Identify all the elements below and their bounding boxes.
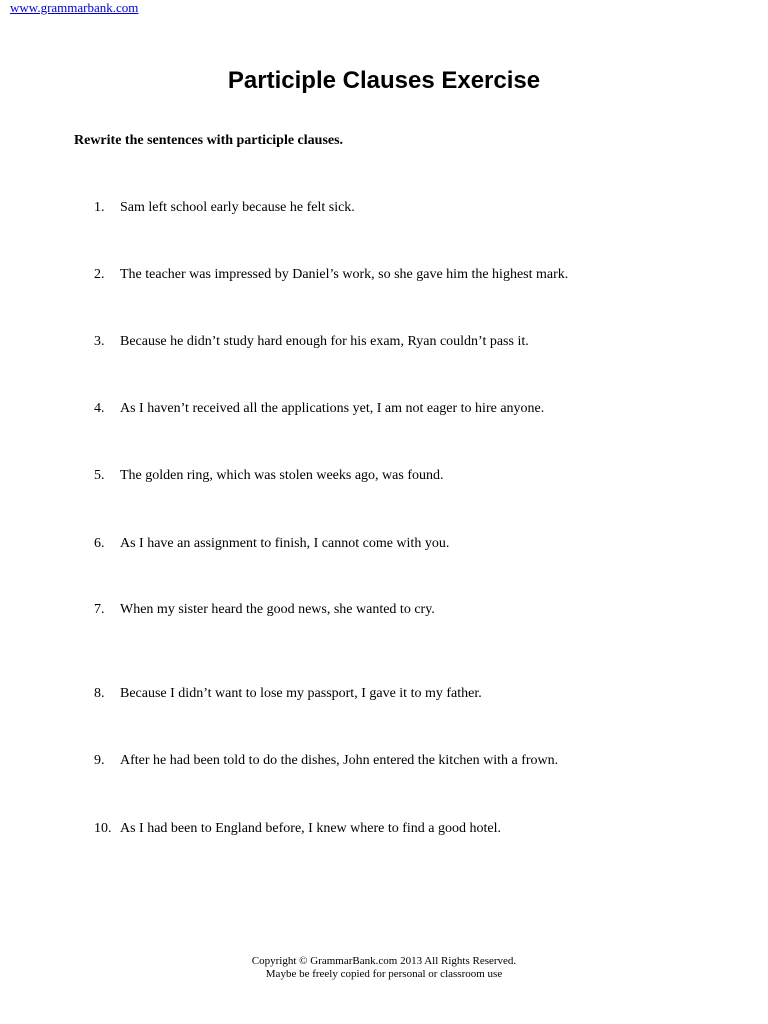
exercise-item-6 — [94, 535, 449, 553]
exercise-item-3 — [94, 333, 529, 351]
footer — [0, 955, 768, 981]
page-title: Participle Clauses Exercise — [227, 67, 541, 94]
item-number: 1. — [94, 200, 105, 215]
exercise-item-2 — [94, 266, 568, 284]
item-number: 10. — [94, 821, 112, 836]
item-number: 8. — [94, 686, 105, 701]
exercise-item-10 — [94, 820, 501, 838]
item-number: 2. — [94, 267, 105, 282]
exercise-item-4 — [94, 400, 544, 418]
item-number: 7. — [94, 602, 105, 617]
item-text: Because he didn’t study hard enough for his exam, Ryan couldn’t pass it. — [120, 334, 529, 349]
exercise-item-1 — [94, 199, 355, 217]
item-number: 3. — [94, 334, 105, 349]
item-text: Because I didn’t want to lose my passport, I gave it to my father. — [120, 686, 482, 701]
item-text: Sam left school early because he felt sick. — [120, 200, 355, 215]
item-number: 9. — [94, 753, 105, 768]
item-text: As I had been to England before, I knew where to find a good hotel. — [120, 821, 501, 836]
item-text: The golden ring, which was stolen weeks ago, was found. — [120, 468, 444, 483]
item-text: As I haven’t received all the applications yet, I am not eager to hire anyone. — [120, 401, 545, 416]
item-text: As I have an assignment to finish, I cannot come with you. — [120, 536, 450, 551]
item-text: When my sister heard the good news, she wanted to cry. — [120, 602, 435, 617]
item-number: 5. — [94, 468, 105, 483]
exercise-item-8 — [94, 685, 482, 703]
item-text: After he had been told to do the dishes, John entered the kitchen with a frown. — [120, 753, 559, 768]
item-number: 6. — [94, 536, 105, 551]
site-link[interactable]: www.grammarbank.com — [10, 0, 139, 15]
item-number: 4. — [94, 401, 105, 416]
copyright-text: Copyright © GrammarBank.com 2013 All Rights Reserved. — [251, 955, 517, 967]
instruction-text: Rewrite the sentences with participle clauses. — [74, 133, 344, 148]
exercise-item-9 — [94, 752, 558, 770]
exercise-item-5 — [94, 467, 443, 485]
exercise-item-7 — [94, 601, 435, 619]
usage-text: Maybe be freely copied for personal or classroom use — [265, 968, 503, 980]
item-text: The teacher was impressed by Daniel’s work, so she gave him the highest mark. — [120, 267, 569, 282]
